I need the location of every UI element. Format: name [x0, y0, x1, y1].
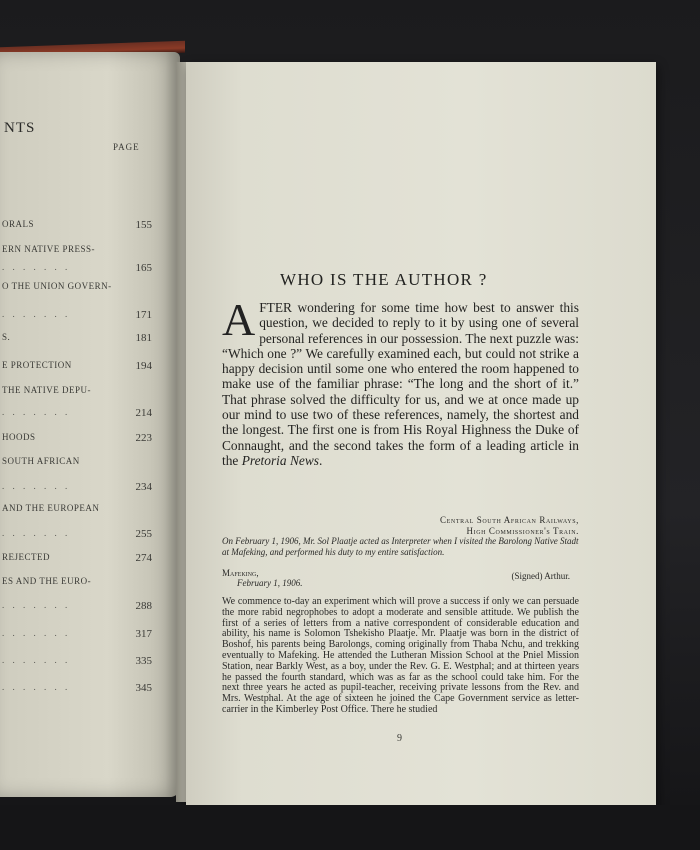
toc-entry — [2, 309, 152, 323]
reference-signature: (Signed) Arthur. — [511, 571, 570, 581]
toc-entry-label: ORALS — [2, 219, 35, 229]
toc-entry-page: 274 — [135, 552, 152, 564]
toc-entry-page: 223 — [135, 432, 152, 444]
toc-entry — [2, 407, 152, 421]
toc-entry-label: REJECTED — [2, 552, 50, 562]
toc-entry — [2, 628, 152, 642]
table-surface — [0, 805, 700, 850]
first-word: FTER — [259, 300, 292, 315]
left-page — [0, 52, 180, 797]
toc-entry-label: HOODS — [2, 432, 36, 442]
toc-leader-dots: . . . . . . . — [2, 481, 71, 491]
toc-entry-label: S. — [2, 332, 11, 342]
toc-entry — [2, 262, 152, 276]
toc-entry-label: E PROTECTION — [2, 360, 72, 370]
contents-title: NTS — [4, 120, 36, 136]
toc-entry — [2, 576, 152, 590]
page-number: 9 — [397, 733, 402, 744]
toc-entry-label: O THE UNION GOVERN- — [2, 281, 112, 291]
toc-entry-page: 165 — [135, 262, 152, 274]
page-column-header: PAGE — [113, 142, 140, 152]
newspaper-article: We commence to-day an experiment which will prove a success if only we can persuade the more rabid negrophobes to adopt a moderate and sensible attitude. We publish the first of a series of letters from a native correspondent of considerable education and ability, his name is Solomon Tshekisho Plaatje. Mr. Plaatje was born in the district of Boshof, his parents being Barolongs, coming originally from Thaba Nchu, and trekking eventually to Mafeking. He attended the Lutheran Mission School at the Pniel Mission Station, near Barkly West, as a boy, under the Rev. G. E. Westphal; and at thirteen years he passed the fourth standard, which was as far as the school could take him. For the next three years he acted as pupil-teacher, receiving private lessons from the Rev. and Mrs. Westphal. At the age of sixteen he joined the Cape Government service as letter-carrier in the Kimberley Post Office. There he studied — [222, 596, 579, 715]
toc-entry-page: 171 — [135, 309, 152, 321]
toc-entry — [2, 432, 152, 446]
reference-date: February 1, 1906. — [237, 578, 303, 588]
toc-entry — [2, 552, 152, 566]
toc-leader-dots: . . . . . . . — [2, 655, 71, 665]
toc-entry-page: 335 — [135, 655, 152, 667]
toc-leader-dots: . . . . . . . — [2, 528, 71, 538]
toc-entry — [2, 456, 152, 470]
drop-cap: A — [222, 294, 256, 345]
body-text: wondering for some time how best to answer this question, we decided to reply to it by using one of several personal references in our possession. The next puzzle was: “Which one ?” We carefully examined each, but could not strike a happy decision until some one who entered the room happened to make use of the familiar phrase: “The long and the short of it.” That phrase solved the difficulty for us, and we at once made up our mind to use two of these references, namely, the shortest and the longest. The first one is from His Royal Highness the Duke of Connaught, and the second takes the form of a leading article in the — [222, 300, 579, 468]
toc-entry-page: 345 — [135, 682, 152, 694]
toc-leader-dots: . . . . . . . — [2, 628, 71, 638]
toc-entry-page: 317 — [135, 628, 152, 640]
reference-place: Mafeking, — [222, 568, 259, 578]
toc-entry — [2, 655, 152, 669]
reference-quote: On February 1, 1906, Mr. Sol Plaatje acted as Interpreter when I visited the Barolong Native Stadt at Mafeking, and performed his duty to my entire satisfaction. — [222, 536, 579, 557]
toc-leader-dots: . . . . . . . — [2, 682, 71, 692]
newspaper-name: Pretoria News — [241, 452, 319, 468]
reference-letter — [222, 515, 579, 588]
toc-entry — [2, 528, 152, 542]
toc-entry — [2, 503, 152, 517]
toc-entry — [2, 332, 152, 346]
toc-entry-page: 194 — [135, 360, 152, 372]
toc-entry-label: THE NATIVE DEPU- — [2, 385, 91, 395]
letterhead-line-1: Central South African Railways, — [440, 515, 579, 525]
toc-leader-dots: . . . . . . . — [2, 262, 71, 272]
toc-entry-page: 181 — [135, 332, 152, 344]
toc-entry-label: ES AND THE EURO- — [2, 576, 92, 586]
toc-entry — [2, 281, 152, 295]
toc-leader-dots: . . . . . . . — [2, 407, 71, 417]
toc-leader-dots: . . . . . . . — [2, 600, 71, 610]
toc-entry-page: 255 — [135, 528, 152, 540]
toc-entry — [2, 244, 152, 258]
toc-entry-page: 214 — [135, 407, 152, 419]
chapter-title: WHO IS THE AUTHOR ? — [280, 270, 488, 289]
letterhead-line-2: High Commissioner's Train. — [466, 525, 579, 536]
toc-entry-page: 288 — [135, 600, 152, 612]
toc-entry — [2, 385, 152, 399]
toc-entry-page: 155 — [135, 219, 152, 231]
toc-entry-label: SOUTH AFRICAN — [2, 456, 80, 466]
toc-entry — [2, 219, 152, 233]
toc-entry — [2, 600, 152, 614]
body-paragraph — [222, 294, 579, 468]
toc-entry-label: AND THE EUROPEAN — [2, 503, 100, 513]
body-end: . — [318, 452, 323, 468]
toc-entry — [2, 682, 152, 696]
toc-entry — [2, 360, 152, 374]
toc-entry — [2, 481, 152, 495]
toc-entry-page: 234 — [135, 481, 152, 493]
toc-entry-label: ERN NATIVE PRESS- — [2, 244, 96, 254]
toc-leader-dots: . . . . . . . — [2, 309, 71, 319]
